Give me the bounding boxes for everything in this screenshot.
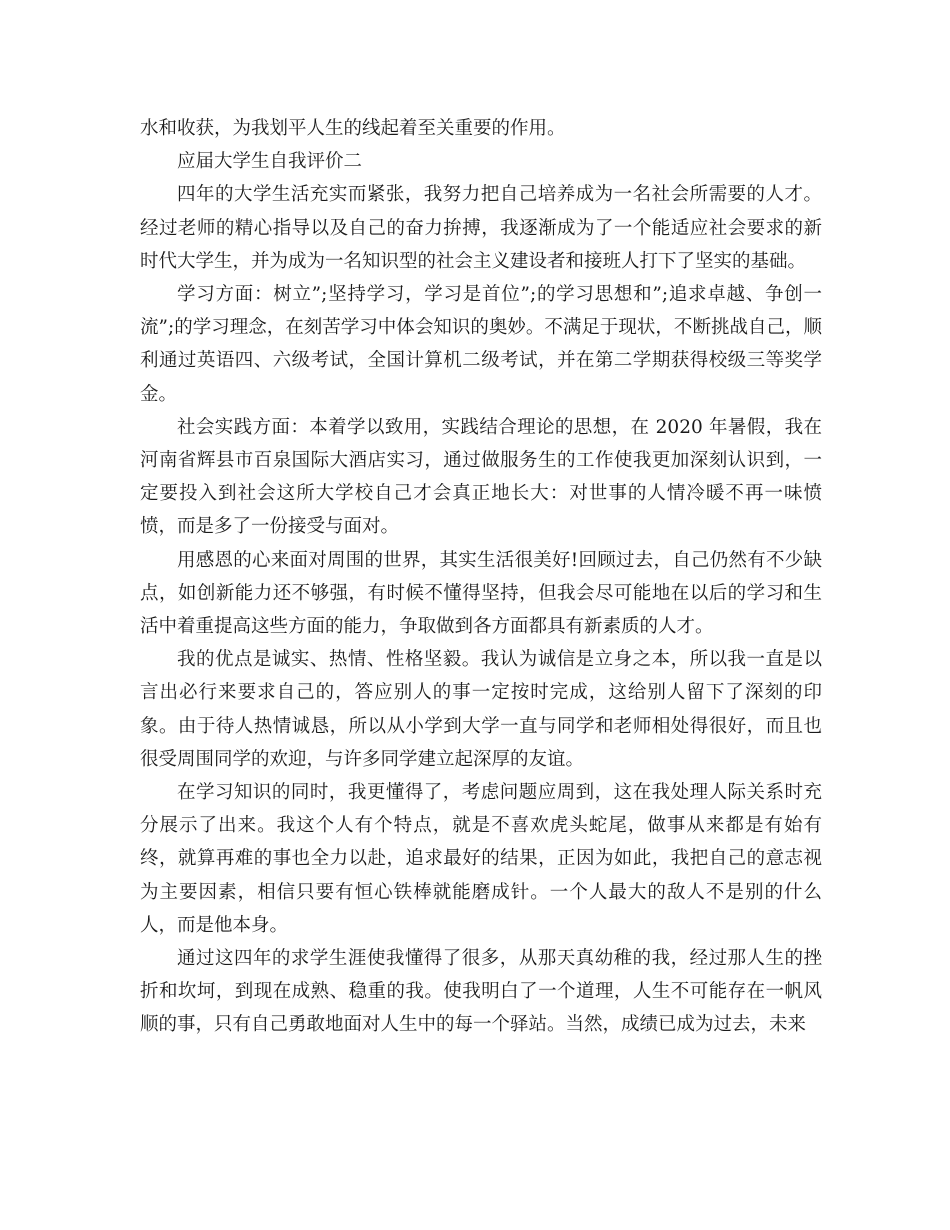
section-heading: 应届大学生自我评价二	[177, 151, 363, 173]
paragraph-gratitude: 用感恩的心来面对周围的世界，其实生活很美好!回顾过去，自己仍然有不少缺点，如创新能力还不够强，有时候不懂得坚持，但我会尽可能地在以后的学习和生活中着重提高这些方面的能力，争取做到各方面都具有新素质的人才。	[140, 549, 822, 638]
paragraph-strengths: 我的优点是诚实、热情、性格坚毅。我认为诚信是立身之本，所以我一直是以言出必行来要求自己的，答应别人的事一定按时完成，这给别人留下了深刻的印象。由于待人热情诚恳，所以从小学到大学一直与同学和老师相处得很好，而且也很受周围同学的欢迎，与许多同学建立起深厚的友谊。	[140, 649, 822, 770]
paragraph-continuation: 水和收获，为我划平人生的线起着至关重要的作用。	[140, 118, 566, 139]
document-body	[140, 112, 822, 1042]
paragraph-conclusion: 通过这四年的求学生涯使我懂得了很多，从那天真幼稚的我，经过那人生的挫折和坎坷，到现在成熟、稳重的我。使我明白了一个道理，人生不可能存在一帆风顺的事，只有自己勇敢地面对人生中的每一个驿站。当然，成绩已成为过去，未来	[140, 948, 822, 1036]
paragraph-learning: 在学习知识的同时，我更懂得了，考虑问题应周到，这在我处理人际关系时充分展示了出来。我这个人有个特点，就是不喜欢虎头蛇尾，做事从来都是有始有终，就算再难的事也全力以赴，追求最好的结果，正因为如此，我把自己的意志视为主要因素，相信只要有恒心铁棒就能磨成针。一个人最大的敌人不是别的什么人，而是他本身。	[140, 782, 822, 936]
paragraph-social-practice: 社会实践方面：本着学以致用，实践结合理论的思想，在 2020 年暑假，我在河南省辉县市百泉国际大酒店实习，通过做服务生的工作使我更加深刻认识到，一定要投入到社会这所大学校自己才会真正地长大：对世事的人情冷暖不再一味愤愤，而是多了一份接受与面对。	[140, 416, 822, 538]
paragraph-study: 学习方面：树立”;坚持学习，学习是首位”;的学习思想和”;追求卓越、争创一流”;的学习理念，在刻苦学习中体会知识的奥妙。不满足于现状，不断挑战自己，顺利通过英语四、六级考试，全国计算机二级考试，并在第二学期获得校级三等奖学金。	[140, 284, 822, 405]
paragraph-intro: 四年的大学生活充实而紧张，我努力把自己培养成为一名社会所需要的人才。经过老师的精心指导以及自己的奋力拚搏，我逐渐成为了一个能适应社会要求的新时代大学生，并为成为一名知识型的社会主义建设者和接班人打下了坚实的基础。	[140, 184, 822, 272]
